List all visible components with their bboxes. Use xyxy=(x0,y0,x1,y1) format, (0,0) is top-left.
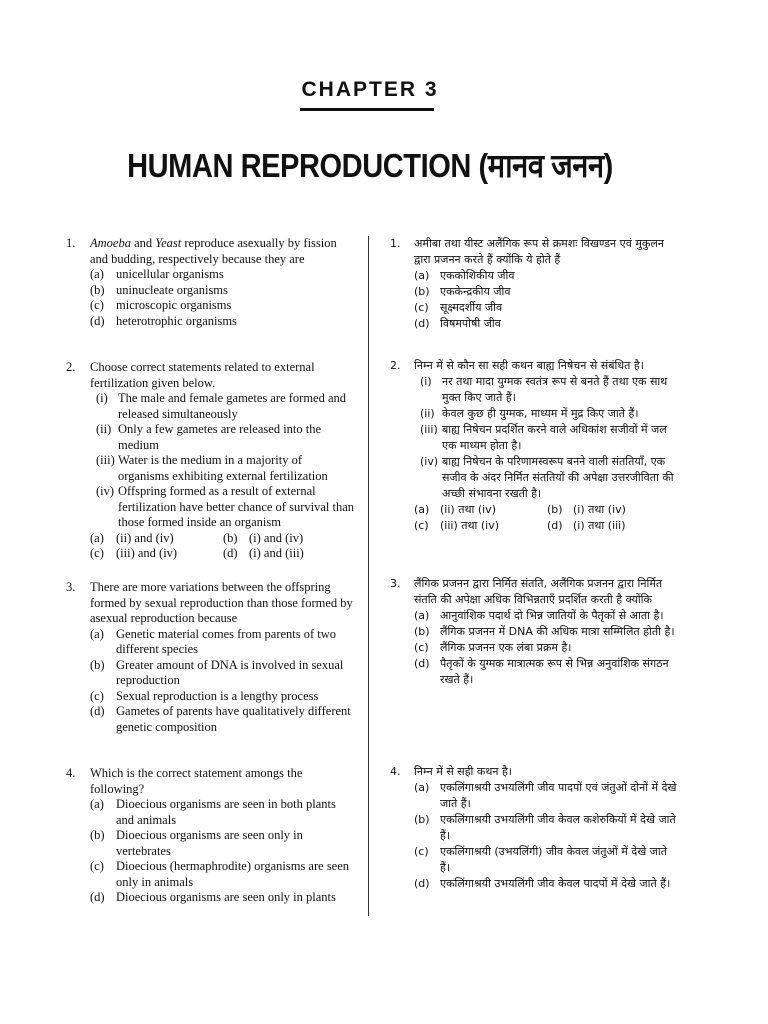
question-number: 1. xyxy=(66,236,76,250)
option-label: (b) xyxy=(547,503,563,516)
option-label: (c) xyxy=(90,298,104,312)
option xyxy=(414,876,680,892)
option-label: (b) xyxy=(90,657,105,672)
option xyxy=(90,267,356,283)
statement-text: Only a few gametes are released into the medium xyxy=(118,422,322,452)
answer-options xyxy=(90,531,356,562)
option-text: आनुवांशिक पदार्थ दो भिन्न जातियों के पैतृकों से आता है। xyxy=(440,609,664,622)
question-1-en xyxy=(66,236,356,329)
question-text: Choose correct statements related to external fertilization given below. xyxy=(90,360,315,390)
option-label: (c) xyxy=(414,641,429,654)
option xyxy=(90,531,223,547)
option xyxy=(223,531,356,547)
answer-options xyxy=(414,502,680,534)
option-label: (d) xyxy=(90,704,105,718)
statement-label: (ii) xyxy=(96,422,112,436)
option-text: एकलिंगाश्रयी उभयलिंगी जीव पादपों एवं जंतुओं दोनों में देखे जाते हैं। xyxy=(440,781,677,810)
option-text: Dioecious organisms are seen in both plants and animals xyxy=(116,797,336,827)
option xyxy=(90,658,356,689)
question-4-hi xyxy=(390,764,680,892)
option xyxy=(547,502,680,518)
option-text: Genetic material comes from parents of two different species xyxy=(116,626,337,656)
option xyxy=(414,780,680,812)
option-text: Sexual reproduction is a lengthy process xyxy=(116,688,319,703)
question-number: 1. xyxy=(390,237,401,250)
option-label: (c) xyxy=(90,546,104,560)
statement-text: Water is the medium in a majority of organisms exhibiting external fertilization xyxy=(118,453,328,483)
question-1-hi xyxy=(390,236,680,332)
statement-label: (ii) xyxy=(420,407,435,420)
statement-label: (iii) xyxy=(420,423,438,436)
option xyxy=(90,859,356,890)
option-text: एकलिंगाश्रयी (उभयलिंगी) जीव केवल जंतुओं में देखे जाते हैं। xyxy=(440,845,667,874)
option-label: (c) xyxy=(414,519,429,532)
statement-text: Offspring formed as a result of external fertilization have better chance of survival than those formed inside an organism xyxy=(118,484,355,529)
statement-label: (iv) xyxy=(420,455,439,468)
option xyxy=(223,546,356,562)
option xyxy=(90,797,356,828)
option-text: heterotrophic organisms xyxy=(116,313,237,328)
option xyxy=(414,608,680,624)
option xyxy=(414,284,680,300)
option-text: (i) तथा (iv) xyxy=(573,503,626,516)
option-text: (i) and (iii) xyxy=(249,546,304,560)
option-text: (i) and (iv) xyxy=(249,530,304,545)
option-label: (c) xyxy=(414,845,429,858)
question-number: 3. xyxy=(66,580,76,594)
statement-label: (iv) xyxy=(96,484,115,498)
question-term-amoeba: Amoeba xyxy=(90,236,131,250)
chapter-heading: CHAPTER 3 xyxy=(301,78,439,101)
option xyxy=(547,518,680,534)
option-label: (b) xyxy=(223,530,238,545)
option-text: एकलिंगाश्रयी उभयलिंगी जीव केवल पादपों में देखे जाते हैं। xyxy=(440,877,671,890)
option-label: (d) xyxy=(414,657,430,670)
question-4-en xyxy=(66,766,356,906)
option xyxy=(90,314,356,330)
option xyxy=(414,624,680,640)
question-number: 2. xyxy=(390,359,401,372)
statement-text: The male and female gametes are formed and released simultaneously xyxy=(118,391,347,421)
option xyxy=(90,283,356,299)
option-text: Dioecious organisms are seen only in vertebrates xyxy=(116,828,303,858)
option-text: Dioecious organisms are seen only in plants xyxy=(116,890,336,904)
column-divider xyxy=(368,236,369,916)
statement-text: बाह्य निषेचन प्रदर्शित करने वाले अधिकांश सजीवों में जल एक माध्यम होता है। xyxy=(442,423,667,452)
statement-text: बाह्य निषेचन के परिणामस्वरूप बनने वाली संततियाँ, एक सजीव के अंदर निर्मित संततियों की अपेक्षा उत्तरजीविता की अच्छी संभावना रखती है। xyxy=(442,455,674,500)
option-text: uninucleate organisms xyxy=(116,282,228,297)
statement xyxy=(420,422,680,454)
question-term-yeast: Yeast xyxy=(155,236,182,250)
option-label: (b) xyxy=(414,285,430,298)
statement-text: केवल कुछ ही युग्मक, माध्यम में मुद्र किए जाते हैं। xyxy=(442,407,639,420)
option-label: (d) xyxy=(547,519,563,532)
statement xyxy=(420,454,680,502)
option-label: (d) xyxy=(223,546,238,560)
option-text: Greater amount of DNA is involved in sexual reproduction xyxy=(116,657,344,687)
option xyxy=(414,640,680,656)
option xyxy=(414,268,680,284)
question-number: 4. xyxy=(390,765,401,778)
question-text: Which is the correct statement amongs the following? xyxy=(90,766,303,796)
question-3-en xyxy=(66,580,356,735)
question-number: 2. xyxy=(66,360,76,374)
option-label: (c) xyxy=(90,859,104,873)
option-label: (a) xyxy=(414,503,430,516)
option xyxy=(90,890,356,906)
question-text: अमीबा तथा यीस्ट अलैंगिक रूप से क्रमशः विखण्डन एवं मुकुलन द्वारा प्रजनन करते हैं क्योंकि ये होते हैं xyxy=(414,237,664,266)
option xyxy=(414,844,680,876)
option xyxy=(414,812,680,844)
option-text: microscopic organisms xyxy=(116,298,232,312)
option xyxy=(90,298,356,314)
option-label: (a) xyxy=(414,781,430,794)
option-label: (b) xyxy=(90,828,105,842)
option-label: (a) xyxy=(90,626,104,641)
statement-label: (i) xyxy=(96,391,108,405)
option-text: (iii) and (iv) xyxy=(116,546,178,560)
question-rest: reproduce asexually by fission and budding, respectively because they are xyxy=(90,236,337,266)
option-label: (c) xyxy=(90,688,104,703)
question-number: 4. xyxy=(66,766,76,780)
option xyxy=(90,627,356,658)
option-text: (ii) and (iv) xyxy=(116,530,174,545)
question-text: निम्न में से कौन सा सही कथन बाह्य निषेचन से संबंधित है। xyxy=(414,359,644,372)
option-label: (d) xyxy=(90,890,105,904)
option-label: (b) xyxy=(414,813,430,826)
option-label: (a) xyxy=(90,267,104,281)
question-number: 3. xyxy=(390,577,401,590)
page-title: HUMAN REPRODUCTION (मानव जनन) xyxy=(127,147,613,184)
option-text: (i) तथा (iii) xyxy=(573,519,626,532)
statement xyxy=(96,391,356,422)
option xyxy=(90,704,356,735)
option-text: विषमपोषी जीव xyxy=(440,317,501,330)
option xyxy=(414,316,680,332)
option-text: लैंगिक प्रजनन में DNA की अधिक मात्रा सम्मिलित होती है। xyxy=(440,625,675,638)
option-text: (ii) तथा (iv) xyxy=(440,503,496,516)
option xyxy=(90,828,356,859)
statement xyxy=(420,374,680,406)
option-label: (a) xyxy=(414,269,430,282)
option-label: (a) xyxy=(90,797,104,811)
statement xyxy=(96,453,356,484)
chapter-underline xyxy=(300,108,434,111)
question-text xyxy=(90,236,356,267)
question-text: लैंगिक प्रजनन द्वारा निर्मित संतति, अलैंगिक प्रजनन द्वारा निर्मित संतति की अपेक्षा अधिक विभिन्नताएँ प्रदर्शित करती है क्योंकि xyxy=(414,577,663,606)
question-3-hi xyxy=(390,576,680,688)
option xyxy=(90,689,356,705)
option-text: Gametes of parents have qualitatively different genetic composition xyxy=(116,704,351,734)
question-2-hi xyxy=(390,358,680,534)
statement xyxy=(96,484,356,531)
option-label: (a) xyxy=(90,530,104,545)
option-text: Dioecious (hermaphrodite) organisms are seen only in animals xyxy=(116,859,350,889)
option-text: एककोशिकीय जीव xyxy=(440,269,515,282)
option-text: एककेन्द्रकीय जीव xyxy=(440,285,511,298)
option-text: सूक्ष्मदर्शीय जीव xyxy=(440,301,503,314)
option-text: लैंगिक प्रजनन एक लंबा प्रक्रम है। xyxy=(440,641,572,654)
statement-label: (iii) xyxy=(96,453,115,467)
option xyxy=(414,656,680,688)
question-text: There are more variations between the offspring formed by sexual reproduction than those formed by asexual reproduction because xyxy=(90,580,353,625)
question-2-en xyxy=(66,360,356,562)
statement-text: नर तथा मादा युग्मक स्वतंत्र रूप से बनते हैं तथा एक साथ मुक्त किए जाते हैं। xyxy=(442,375,668,404)
question-text: निम्न में से सही कथन है। xyxy=(414,765,512,778)
statement-label: (i) xyxy=(420,375,432,388)
option-text: (iii) तथा (iv) xyxy=(440,519,500,532)
option-label: (b) xyxy=(414,625,430,638)
statement xyxy=(96,422,356,453)
option-text: पैतृकों के युग्मक मात्रात्मक रूप से भिन्न अनुवांशिक संगठन रखते हैं। xyxy=(440,657,669,686)
option-label: (d) xyxy=(414,877,430,890)
question-conjunction: and xyxy=(130,236,156,250)
option-label: (a) xyxy=(414,609,430,622)
option xyxy=(90,546,223,562)
option-text: एकलिंगाश्रयी उभयलिंगी जीव केवल कशेरुकियों में देखे जाते हैं। xyxy=(440,813,676,842)
option xyxy=(414,518,547,534)
option-label: (c) xyxy=(414,301,429,314)
option-label: (d) xyxy=(414,317,430,330)
option xyxy=(414,502,547,518)
option-label: (d) xyxy=(90,313,105,328)
option xyxy=(414,300,680,316)
option-label: (b) xyxy=(90,282,105,297)
statement xyxy=(420,406,680,422)
option-text: unicellular organisms xyxy=(116,267,224,281)
